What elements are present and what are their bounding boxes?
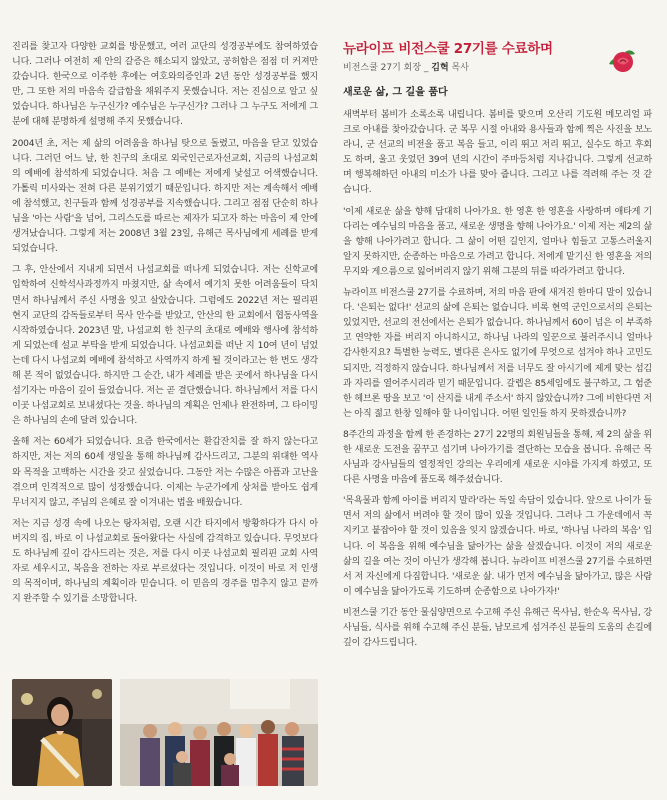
- group-photo-illustration: [120, 679, 318, 786]
- left-paragraph-2: 2004년 초, 저는 제 삶의 어려움을 하나님 탓으로 돌렸고, 마음을 닫고 있었습니다. 그러던 어느 날, 한 친구의 초대로 외국인근로자선교회, 지금의 나섬교회의 예배에 참석하게 되었습니다. 처음 그 예배는 저에게 낯설고 어색했습니다. 가톨릭 미사와는 전혀 다른 분위기였기 때문입니다. 하지만 저는 계속해서 예배에 참석했고, 친구들과 함께 성경공부를 지속했습니다. 그리고 점점 단순히 하나님을 '아는 사람'을 넘어, 그리스도를 따르는 제자가 되고자 하는 마음이 제 안에 생겨났습니다. 그렇게 저는 2008년 3월 23일, 유해근 목사님에게 세례를 받게 되었습니다.: [12, 138, 318, 255]
- right-paragraph-6: 비전스쿨 기간 동안 물심양면으로 수고해 주신 유해근 목사님, 한순옥 목사님, 강사님들, 식사를 위해 수고해 주신 분들, 남모르게 섬겨주신 분들의 도움의 손길에 깊이 감사드립니다.: [343, 607, 652, 649]
- left-paragraph-4: 올해 저는 60세가 되었습니다. 요즘 한국에서는 환갑잔치를 잘 하지 않는다고 하지만, 저는 저의 60세 생일을 통해 하나님께 감사드리고, 그분의 위대한 역사와 목적을 고백하는 시간을 갖고 싶었습니다. 그동안 저는 수많은 아픔과 고난을 겪으며 인격적으로 많이 성장했습니다. 이제는 누군가에게 상처를 받아도 쉽게 무너지지 않고, 주님의 은혜로 잘 이겨내는 법을 배웠습니다.: [12, 437, 318, 508]
- rose-icon: [605, 46, 639, 76]
- left-paragraph-3: 그 후, 안산에서 지내게 되면서 나섬교회를 떠나게 되었습니다. 저는 신학교에 입학하여 신학석사과정까지 마쳤지만, 삶 속에서 예기치 못한 어려움들이 닥치면서 하나님께서 주신 사명을 잊고 살았습니다. 그럼에도 2022년 저는 필리핀 현지 교단의 감독들로부터 목사 안수를 받았고, 안산의 한 교회에서 협동사역을 시작하였습니다. 2023년 말, 나섬교회 한 친구의 초대로 예배와 행사에 참석하게 되었는데 설교 부탁을 받게 되었습니다. 나섬교회를 떠난 지 10여 년이 넘었는데 다시 나섬교회 예배에 참석하고 사역까지 하게 될 것이라고는 한 번도 생각해 본 적이 없었습니다. 하지만 그 순간, 내가 세례를 받은 곳에서 하나님을 다시 섬기자는 마음이 깊이 들었습니다. 저는 곧 결단했습니다. 하나님께서 저를 다시 이곳 나섬교회로 보내셨다는 것을. 하나님의 계획은 언제나 완전하며, 그 타이밍은 하나님의 손에 달려 있습니다.: [12, 265, 318, 427]
- article-title: 뉴라이프 비전스쿨 27기를 수료하며: [343, 41, 553, 57]
- right-paragraph-4: 8주간의 과정을 함께 한 존경하는 27기 22명의 회원님들을 통해, 제 2의 삶을 위한 새로운 도전을 꿈꾸고 섬기며 나아가기를 결단하는 모습을 봅니다. 유해근 목사님과 강사님들의 열정적인 강의는 우리에게 새로운 시야를 가지게 하였고, 또 다른 사명을 마음에 품도록 해주셨습니다.: [343, 429, 652, 486]
- photo-group: [120, 679, 318, 786]
- byline-prefix: 비전스쿨 27기 회장 _: [343, 63, 432, 73]
- photo-woman-traditional-dress: [12, 679, 112, 786]
- left-paragraph-1: 진리를 찾고자 다양한 교회를 방문했고, 여러 교단의 성경공부에도 참여하였습니다. 그러나 여전히 제 안의 갈증은 해소되지 않았고, 공허함은 점점 더 커져만 갔습니다. 한국으로 이주한 후에는 여호와의증인과 2년 동안 성경공부를 했지만, 그 또한 저의 마음속 갈급함을 채워주지 못했습니다. 저는 진심으로 알고 싶었습니다. 하나님은 누구신가? 예수님은 누구신가? 그러나 그 누구도 저에게 그분에 대해 분명하게 설명해 주지 못했습니다.: [12, 42, 318, 128]
- right-paragraph-1: 새벽부터 봄비가 소록소록 내립니다. 봄비를 맞으며 오산리 기도원 메모리얼 파크로 아내를 찾아갔습니다. 군 복무 시절 아내와 용사들과 함께 찍은 사진을 보노라니, 군 선교의 비전을 품고 복음 들고, 이리 뛰고 저리 뛰고, 실수도 하고 후회도 하며, 울고 웃었던 39여 년의 시간이 주마등처럼 지나갑니다. 그렇게 선교하며 행복해하던 아내의 미소가 나를 맞아 줍니다. 그리고 나를 격려해 주는 것 같습니다.: [343, 110, 652, 196]
- right-paragraph-3: 뉴라이프 비전스쿨 27기를 수료하며, 저의 마음 판에 새겨진 한마디 말이 있습니다. '은퇴는 없다!' 선교의 삶에 은퇴는 없습니다. 비록 현역 군인으로서의 은퇴는 있었지만, 선교의 전선에서는 은퇴가 없습니다. 하나님께서 60이 넘은 이 부족하고 연약한 자를 버리지 아니하시고, 하나님 나라의 일꾼으로 불러주시니 얼마나 감사한지요? 특별한 능력도, 별다른 은사도 없기에 무엇으로 섬겨야 하나 고민도 되지만, 걱정하지 않습니다. 하나님께서 저를 너무도 잘 아시기에 제게 맞는 섬김과 자리를 열어주시리라 믿기 때문입니다. 갈렙은 85세임에도 불구하고, 그 험준한 헤브론 땅을 보고 '이 산지를 내게 주소서' 하지 않았습니까? 그에 비한다면 저는 아직 젊고 한창 일해야 할 나이입니다. 어떤 일인들 하지 못하겠습니까?: [343, 288, 652, 419]
- right-paragraph-5: '목욕물과 함께 아이를 버리지 말라'라는 독일 속담이 있습니다. 앞으로 나이가 들면서 저의 삶에서 버려야 할 것이 많이 있을 것입니다. 그러나 그 가운데에서 꼭 지키고 붙잡아야 할 것이 있음을 잊지 않겠습니다. 바로, '하나님 나라의 복음' 입니다. 이 복음을 위해 예수님을 닮아가는 삶을 살겠습니다. 이것이 저의 새로운 삶의 길을 여는 것이 아닌가 생각해 봅니다. 뉴라이프 비전스쿨 27기를 수료하면서 저 자신에게 다짐합니다. '새로운 삶. 내가 먼저 예수님을 닮아가고, 많은 사람이 예수님을 닮아가도록 기도하며 순종함으로 나아가자!': [343, 496, 652, 597]
- author-name: 김혁: [431, 63, 449, 73]
- right-paragraph-2: '이제 새로운 삶을 향해 담대히 나아가요. 한 영혼 한 영혼을 사랑하며 애타게 기다리는 예수님의 마음을 품고, 새로운 생명을 향해 나아가요.' 이제 저는 제2의 삶을 향해 나아가려고 합니다. 그 삶이 어떤 길인지, 얼마나 힘들고 고통스러울지 알지 못하지만, 순종하는 마음으로 가려고 합니다. 저에게 맡기신 한 영혼을 저의 무지와 게으름으로 잃어버리지 않기 위해 그분의 뒤를 따라가려고 합니다.: [343, 206, 652, 277]
- right-column: [343, 108, 652, 657]
- section-heading: 새로운 삶, 그 길을 품다: [343, 87, 448, 98]
- left-column: [12, 40, 318, 613]
- author-suffix: 목사: [448, 63, 469, 73]
- woman-photo-illustration: [12, 679, 112, 786]
- left-paragraph-5: 저는 지금 성경 속에 나오는 탕자처럼, 오랜 시간 타지에서 방황하다가 다시 아버지의 집, 바로 이 나섬교회로 돌아왔다는 사실에 감격하고 있습니다. 무엇보다도 하나님께 깊이 감사드리는 것은, 저를 다시 이곳 나섬교회 필리핀 교회 사역자로 세우시고, 복음을 전하는 자로 부르셨다는 것입니다. 이것이 바로 저 인생의 목적이며, 하나님의 계획이라 믿습니다. 이 믿음의 경주를 멈추지 않고 끝까지 완주할 수 있기를 소망합니다.: [12, 518, 318, 605]
